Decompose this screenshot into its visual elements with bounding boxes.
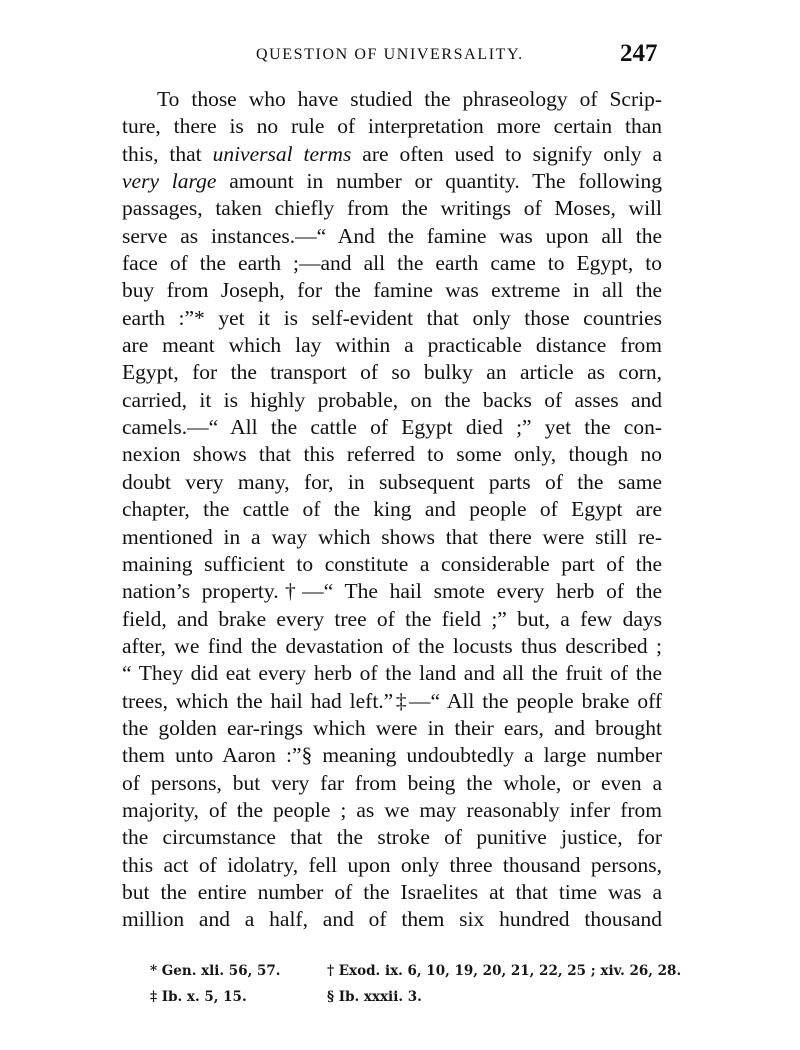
footnotes	[150, 958, 682, 1010]
text-line	[122, 688, 662, 715]
text-line	[122, 660, 662, 687]
text-line	[122, 578, 662, 605]
text-line	[122, 824, 662, 851]
text-line	[122, 879, 662, 906]
italic-run: universal terms	[212, 141, 352, 166]
text-line	[122, 250, 662, 277]
text-run: nation’s property.†—“ The hail smote every herb of the	[122, 579, 662, 604]
text-run: chapter, the cattle of the king and people of Egypt are	[122, 497, 662, 522]
text-run: buy from Joseph, for the famine was extreme in all the	[122, 278, 662, 303]
text-run: the circumstance that the stroke of punitive justice, for	[122, 825, 662, 850]
text-line	[122, 797, 662, 824]
text-run: earth :”* yet it is self-evident that only those countries	[122, 305, 662, 330]
text-run: after, we find the devastation of the locusts thus described ;	[122, 633, 662, 658]
text-run: ture, there is no rule of interpretation more certain than	[122, 114, 662, 139]
text-line	[122, 469, 662, 496]
text-line	[122, 852, 662, 879]
text-run: To those who have studied the phraseology of Scrip-	[157, 87, 662, 111]
text-line	[122, 524, 662, 551]
text-run: carried, it is highly probable, on the backs of asses and	[122, 387, 662, 412]
footnote-row	[150, 958, 682, 984]
footnote-gen: * Gen. xli. 56, 57.	[150, 963, 281, 979]
text-line	[122, 195, 662, 222]
text-run: “ They did eat every herb of the land and all the fruit of the	[122, 661, 662, 686]
text-run: the golden ear-rings which were in their ears, and brought	[122, 715, 662, 740]
text-run: passages, taken chiefly from the writings of Moses, will	[122, 196, 662, 221]
running-head	[0, 40, 800, 76]
text-run: this, that	[122, 141, 213, 166]
text-line	[122, 715, 662, 742]
text-run: maining sufficient to constitute a considerable part of the	[122, 551, 662, 576]
running-title: QUESTION OF UNIVERSALITY.	[256, 46, 524, 63]
text-line	[122, 359, 662, 386]
text-run: them unto Aaron :”§ meaning undoubtedly a large number	[122, 743, 662, 768]
text-run: majority, of the people ; as we may reasonably infer from	[122, 797, 662, 822]
text-run: doubt very many, for, in subsequent parts of the same	[122, 469, 662, 494]
text-line	[122, 906, 662, 933]
text-run: this act of idolatry, fell upon only three thousand persons,	[122, 852, 662, 877]
text-run: amount in number or quantity. The following	[216, 169, 662, 194]
footnote-ib-x: ‡ Ib. x. 5, 15.	[150, 989, 247, 1005]
text-line	[122, 496, 662, 523]
text-line	[122, 168, 662, 195]
body-paragraph	[122, 86, 662, 934]
text-line	[122, 414, 662, 441]
text-run: mentioned in a way which shows that there were still re-	[122, 524, 662, 549]
text-line	[122, 551, 662, 578]
text-run: camels.—“ All the cattle of Egypt died ;” yet the con-	[122, 415, 662, 440]
text-line	[122, 113, 662, 140]
text-run: serve as instances.—“ And the famine was upon all the	[122, 223, 662, 248]
text-line	[122, 86, 662, 113]
text-run: trees, which the hail had left.”‡—“ All the people brake off	[122, 688, 662, 713]
text-line	[122, 332, 662, 359]
text-run: million and a half, and of them six hundred thousand	[122, 907, 662, 932]
text-run: but the entire number of the Israelites at that time was a	[122, 879, 662, 904]
text-line	[122, 223, 662, 250]
text-line	[122, 387, 662, 414]
text-line	[122, 742, 662, 769]
text-run: are meant which lay within a practicable distance from	[122, 333, 662, 358]
text-run: Egypt, for the transport of so bulky an article as corn,	[122, 360, 662, 385]
text-line	[122, 277, 662, 304]
text-run: are often used to signify only a	[351, 141, 662, 166]
footnote-row	[150, 984, 670, 1010]
text-run: face of the earth ;—and all the earth came to Egypt, to	[122, 251, 662, 276]
text-line	[122, 141, 662, 168]
footnote-ib-xxxii: § Ib. xxxii. 3.	[327, 989, 422, 1005]
footnote-exod: † Exod. ix. 6, 10, 19, 20, 21, 22, 25 ; xiv. 26, 28.	[327, 963, 682, 979]
text-line	[122, 770, 662, 797]
text-run: nexion shows that this referred to some only, though no	[122, 442, 662, 467]
italic-run: very large	[122, 169, 217, 194]
page-number: 247	[620, 40, 658, 67]
text-line	[122, 305, 662, 332]
text-line	[122, 633, 662, 660]
text-run: of persons, but very far from being the whole, or even a	[122, 770, 662, 795]
text-line	[122, 441, 662, 468]
text-run: field, and brake every tree of the field ;” but, a few days	[122, 606, 662, 631]
text-line	[122, 606, 662, 633]
